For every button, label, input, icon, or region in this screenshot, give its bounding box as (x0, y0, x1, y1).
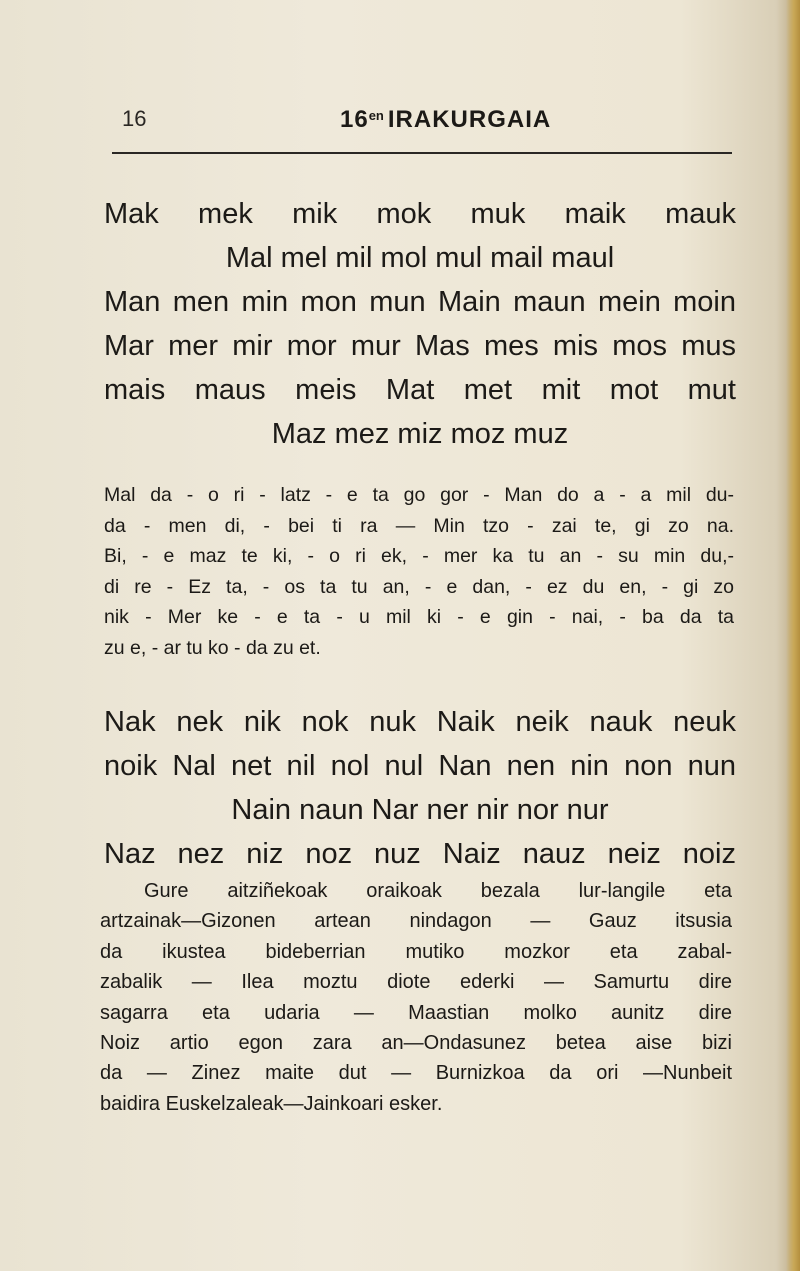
sentence-line: Gure aitziñekoak oraikoak bezala lur-langile eta (144, 880, 732, 902)
syllable-line: Mak mek mik mok muk maik mauk (104, 198, 736, 230)
sentence-line: artzainak—Gizonen artean nindagon — Gauz itsusia (100, 910, 732, 933)
syllable-line: noik Nal net nil nol nul Nan nen nin non nun (104, 750, 736, 782)
reading-line: zu e, - ar tu ko - da zu et. (104, 636, 321, 659)
sentence-line: da — Zinez maite dut — Burnizkoa da ori —Nunbeit (100, 1062, 732, 1085)
syllable-line: Naz nez niz noz nuz Naiz nauz neiz noiz (104, 838, 736, 870)
syllable-block-m (104, 192, 736, 456)
syllable-line: Man men min mon mun Main maun mein moin (104, 286, 736, 318)
sentence-line: Noiz artio egon zara an—Ondasunez betea aise bizi (100, 1032, 732, 1055)
lesson-number: 16 (340, 106, 369, 133)
syllable-line: Maz mez miz moz muz (271, 418, 569, 450)
reading-line: nik - Mer ke - e ta - u mil ki - e gin - nai, - ba da ta (104, 606, 734, 629)
syllable-line: Nain naun Nar ner nir nor nur (231, 794, 609, 826)
sentence-line: zabalik — Ilea moztu diote ederki — Samurtu dire (100, 971, 732, 994)
reading-line: Mal da - o ri - latz - e ta go gor - Man do a - a mil du- (104, 484, 734, 506)
reading-line: Bi, - e maz te ki, - o ri ek, - mer ka tu an - su min du,- (104, 545, 734, 568)
syllable-line: Mal mel mil mol mul mail maul (225, 242, 615, 274)
syllable-block-n (104, 700, 736, 876)
sentence-paragraph (100, 876, 732, 1119)
sentence-line: baidira Euskelzaleak—Jainkoari esker. (100, 1092, 443, 1115)
header-rule (112, 152, 732, 154)
lesson-title-text: IRAKURGAIA (387, 106, 552, 133)
sentence-line: da ikustea bideberrian mutiko mozkor eta zabal- (100, 940, 732, 963)
reading-line: di re - Ez ta, - os ta tu an, - e dan, - ez du en, - gi zo (104, 575, 734, 598)
page-edge (786, 0, 800, 1271)
syllable-line: Nak nek nik nok nuk Naik neik nauk neuk (104, 706, 736, 738)
lesson-suffix: en (368, 108, 384, 123)
syllable-line: Mar mer mir mor mur Mas mes mis mos mus (104, 330, 736, 362)
reading-line: da - men di, - bei ti ra — Min tzo - zai te, gi zo na. (104, 514, 734, 537)
lesson-title (340, 106, 551, 134)
running-header (112, 106, 732, 146)
sentence-line: sagarra eta udaria — Maastian molko aunitz dire (100, 1001, 732, 1024)
syllable-line: mais maus meis Mat met mit mot mut (104, 374, 736, 406)
page-number: 16 (122, 106, 147, 131)
reading-block-m (104, 480, 734, 664)
